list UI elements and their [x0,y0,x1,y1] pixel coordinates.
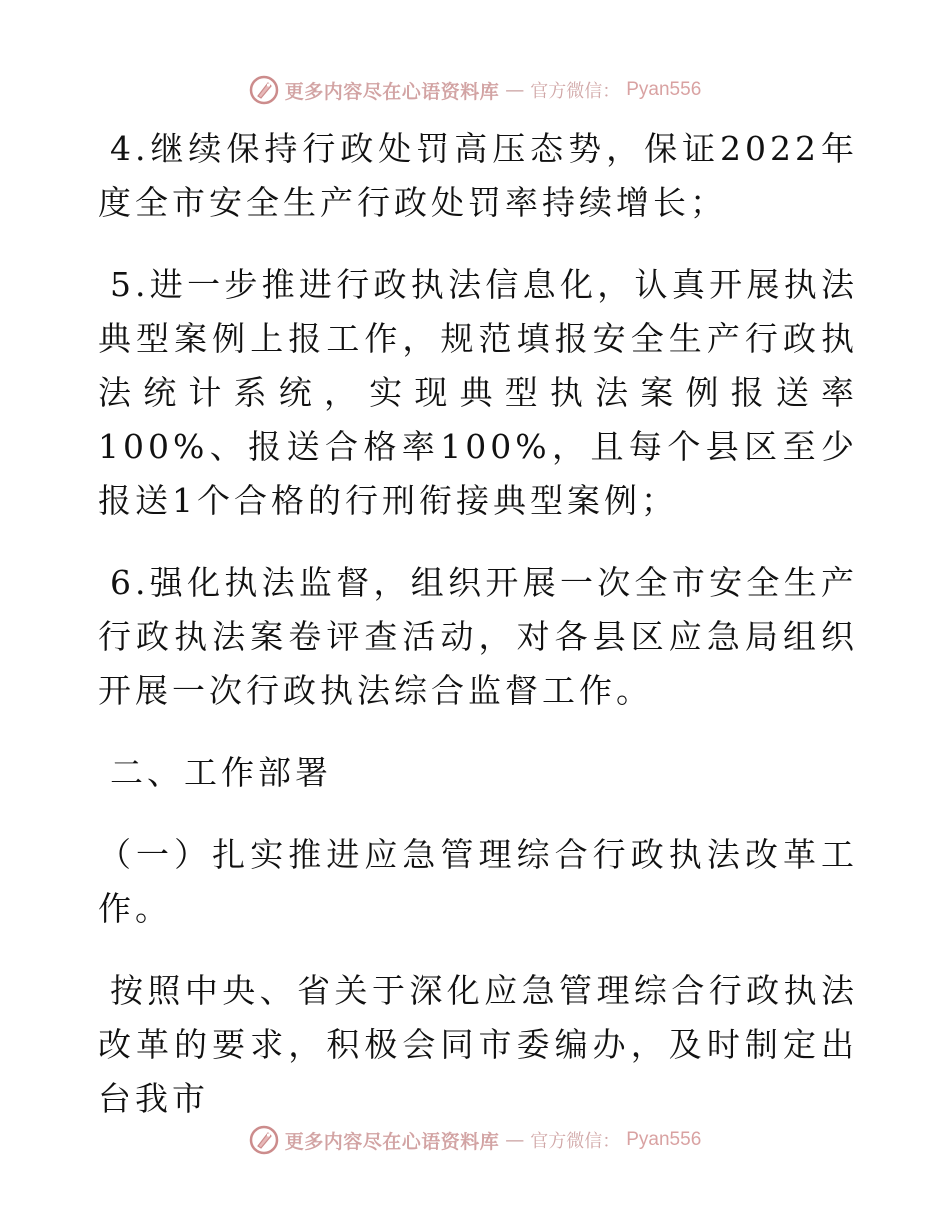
watermark-brand-text: 更多内容尽在心语资料库 [284,80,500,103]
watermark-dash: — [505,79,525,101]
paragraph-item-4: 4.继续保持行政处罚高压态势，保证2022年度全市安全生产行政处罚率持续增长； [98,129,858,222]
footer-watermark [0,1120,950,1160]
watermark-brand-text: 更多内容尽在心语资料库 [284,1130,500,1153]
watermark-wechat-id: Pyan556 [626,79,702,100]
watermark-label: 官方微信： [530,81,621,102]
watermark-label: 官方微信： [530,1131,621,1152]
paragraph-body: 按照中央、省关于深化应急管理综合行政执法改革的要求，积极会同市委编办，及时制定出台我市 [98,971,858,1118]
watermark-dash: — [505,1129,525,1151]
document-body [98,122,858,1154]
section-heading: 二、工作部署 [110,753,332,792]
paragraph-item-5: 5.进一步推进行政执法信息化，认真开展执法典型案例上报工作，规范填报安全生产行政执法统计系统，实现典型执法案例报送率100%、报送合格率100%，且每个县区至少报送1个合格的行刑衔接典型案例； [98,265,858,520]
subsection-heading: （一）扎实推进应急管理综合行政执法改革工作。 [98,835,858,928]
watermark-wechat-id: Pyan556 [626,1129,702,1150]
header-watermark [0,70,950,110]
pen-nib-emblem-icon [249,1125,279,1155]
paragraph-item-6: 6.强化执法监督，组织开展一次全市安全生产行政执法案卷评查活动，对各县区应急局组织开展一次行政执法综合监督工作。 [98,563,858,710]
pen-nib-emblem-icon [249,75,279,105]
